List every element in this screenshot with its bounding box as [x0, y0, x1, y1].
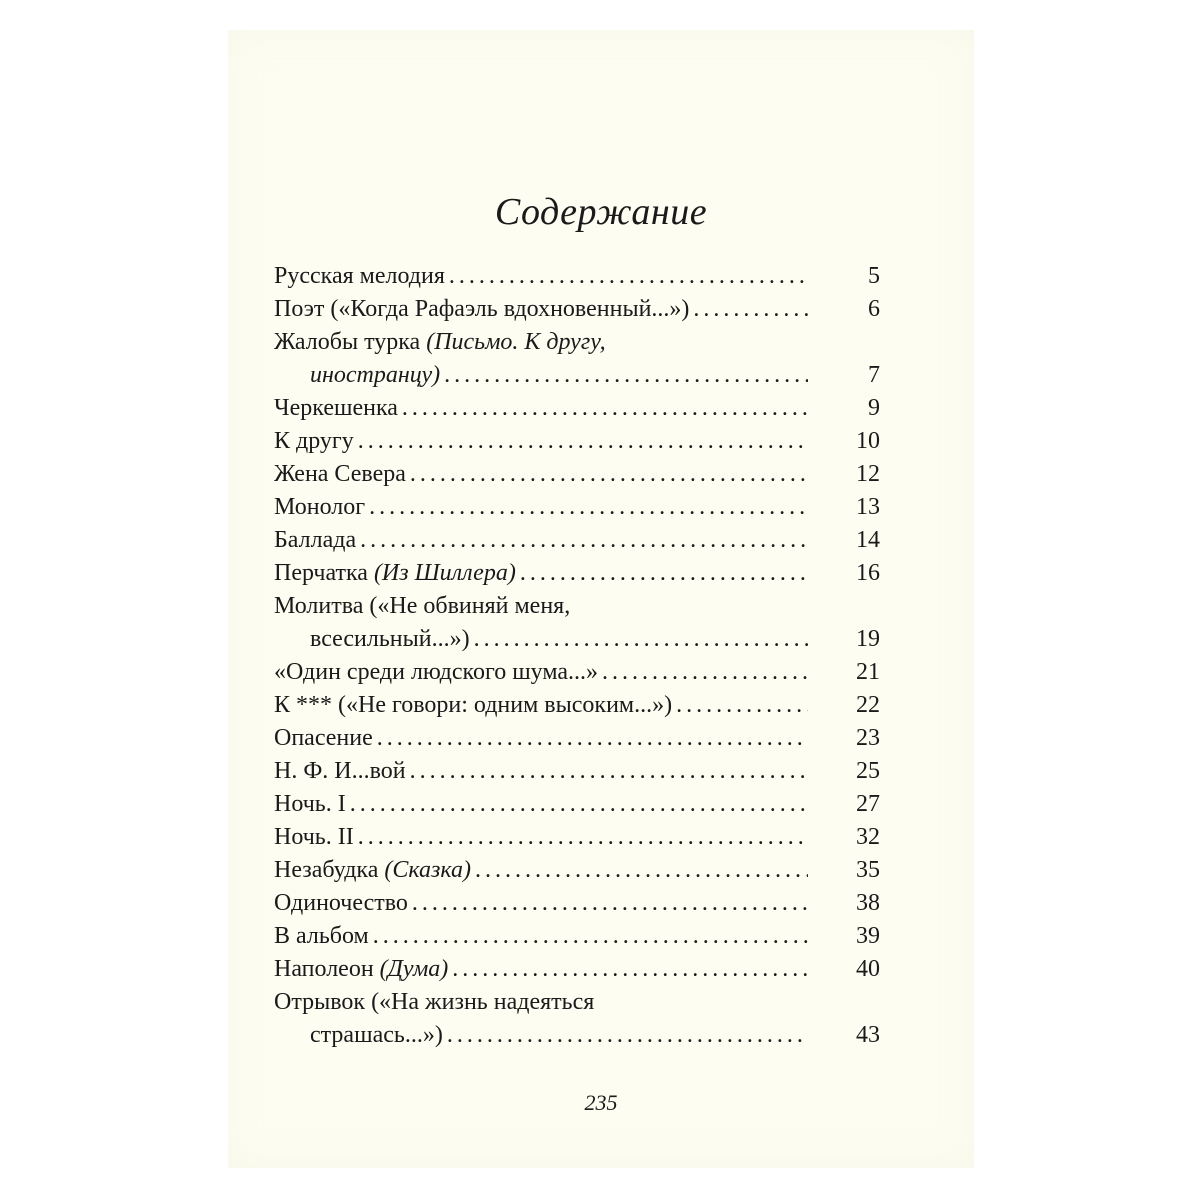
dot-leader [676, 689, 808, 722]
toc-entry [274, 392, 880, 425]
toc-entry-title [274, 458, 406, 491]
toc-entry-line [274, 425, 880, 458]
toc-entry-text: Баллада [274, 527, 357, 553]
toc-entry [274, 689, 880, 722]
toc-entry-italic-text: (Из Шиллера) [373, 560, 516, 586]
toc-entry-line [274, 755, 880, 788]
toc-entry-line [274, 656, 880, 689]
toc-entry-text: Ночь. II [274, 824, 354, 850]
toc-entry-title [274, 953, 448, 986]
toc-entry-page-number: 25 [856, 758, 880, 784]
toc-entry-text: «Один среди людского шума...» [274, 659, 599, 685]
toc-entry-line [274, 326, 814, 359]
toc-entry-title [274, 392, 398, 425]
toc-entry-page-number: 32 [856, 824, 880, 850]
toc-entry-title [274, 722, 373, 755]
toc-entry-title [274, 989, 594, 1015]
toc-entry-title [274, 260, 445, 293]
toc-entry-page-number: 22 [856, 692, 880, 718]
dot-leader [373, 920, 808, 953]
toc-entry-line [274, 788, 880, 821]
toc-entry-text: Монолог [274, 494, 366, 520]
toc-entry [274, 260, 880, 293]
dot-leader [402, 392, 808, 425]
toc-entry [274, 590, 880, 656]
dot-leader [412, 887, 808, 920]
toc-entry [274, 821, 880, 854]
dot-leader [520, 557, 808, 590]
toc-entry-page-number: 10 [856, 428, 880, 454]
toc-entry-line [274, 524, 880, 557]
toc-entry-text: К другу [274, 428, 354, 454]
toc-entry-page-number: 21 [856, 659, 880, 685]
toc-entry-text: Ночь. I [274, 791, 346, 817]
toc-entry [274, 887, 880, 920]
table-of-contents [274, 260, 880, 1052]
toc-entry [274, 920, 880, 953]
toc-entry [274, 293, 880, 326]
toc-entry-text: В альбом [274, 923, 369, 949]
toc-entry-line [274, 392, 880, 425]
toc-entry [274, 524, 880, 557]
toc-entry [274, 326, 880, 392]
toc-entry-title [274, 293, 689, 326]
toc-entry-page-number: 23 [856, 725, 880, 751]
toc-entry [274, 722, 880, 755]
toc-entry [274, 557, 880, 590]
toc-entry-text: Молитва («Не обвиняй меня, [274, 593, 571, 619]
toc-entry-page-number: 7 [868, 362, 880, 388]
page-title: Содержание [494, 191, 708, 233]
toc-entry-line [274, 260, 880, 293]
toc-entry-text: Русская мелодия [274, 263, 445, 289]
toc-entry-line [274, 821, 880, 854]
toc-entry-text: Перчатка [274, 560, 374, 586]
toc-entry-line [274, 986, 814, 1019]
toc-entry-line [274, 689, 880, 722]
toc-entry-text: Одиночество [274, 890, 408, 916]
toc-entry-title [274, 593, 570, 619]
page-number: 235 [584, 1090, 618, 1115]
dot-leader [410, 458, 808, 491]
dot-leader [447, 1019, 808, 1052]
toc-entry-page-number: 12 [856, 461, 880, 487]
toc-entry-text: страшась...») [310, 1022, 443, 1048]
toc-entry [274, 656, 880, 689]
toc-entry-text: Незабудка [274, 857, 385, 883]
toc-entry-title [274, 524, 356, 557]
dot-leader [449, 260, 808, 293]
toc-entry [274, 986, 880, 1052]
toc-entry-text: Черкешенка [274, 395, 398, 421]
toc-entry-line [274, 557, 880, 590]
dot-leader [474, 623, 808, 656]
toc-entry-line [274, 623, 880, 656]
toc-entry-text: К *** («Не говори: одним высоким...») [274, 692, 673, 718]
dot-leader [452, 953, 808, 986]
toc-entry-page-number: 6 [868, 296, 880, 322]
toc-entry-title [274, 755, 406, 788]
toc-entry-italic-text: (Дума) [379, 956, 449, 982]
toc-entry-title [274, 854, 471, 887]
toc-entry-page-number: 5 [868, 263, 880, 289]
dot-leader [369, 491, 808, 524]
toc-entry-italic-text: (Письмо. К другу, [426, 329, 606, 355]
toc-entry-title [274, 491, 365, 524]
toc-entry-title [310, 1019, 443, 1052]
toc-entry-page-number: 14 [856, 527, 880, 553]
toc-entry-title [310, 359, 440, 392]
toc-entry-line [274, 491, 880, 524]
toc-entry-text: всесильный...») [310, 626, 470, 652]
toc-entry [274, 491, 880, 524]
dot-leader [444, 359, 808, 392]
toc-entry-text: Отрывок («На жизнь надеяться [274, 989, 595, 1015]
toc-entry [274, 854, 880, 887]
toc-entry-page-number: 40 [856, 956, 880, 982]
toc-entry-line [274, 458, 880, 491]
toc-entry-text: Жалобы турка [274, 329, 427, 355]
toc-entry-line [274, 887, 880, 920]
toc-entry [274, 458, 880, 491]
toc-entry-title [274, 689, 672, 722]
toc-entry-title [274, 557, 516, 590]
dot-leader [377, 722, 808, 755]
dot-leader [350, 788, 808, 821]
toc-entry-line [274, 854, 880, 887]
dot-leader [475, 854, 808, 887]
toc-entry-title [274, 821, 354, 854]
toc-entry-title [274, 656, 598, 689]
toc-entry-text: Поэт («Когда Рафаэль вдохновенный...») [274, 296, 690, 322]
toc-entry-page-number: 38 [856, 890, 880, 916]
toc-entry-page-number: 27 [856, 791, 880, 817]
toc-entry-page-number: 9 [868, 395, 880, 421]
toc-entry-line [274, 590, 814, 623]
dot-leader [693, 293, 808, 326]
toc-entry-line [274, 359, 880, 392]
toc-entry-title [274, 425, 354, 458]
toc-entry-title [274, 788, 346, 821]
toc-entry-text: Жена Севера [274, 461, 406, 487]
toc-entry-title [274, 887, 408, 920]
toc-entry-page-number: 35 [856, 857, 880, 883]
toc-entry-page-number: 16 [856, 560, 880, 586]
toc-entry-line [274, 1019, 880, 1052]
dot-leader [358, 821, 808, 854]
dot-leader [602, 656, 808, 689]
toc-entry-text: Н. Ф. И...вой [274, 758, 406, 784]
toc-entry-line [274, 953, 880, 986]
toc-entry-text: Опасение [274, 725, 373, 751]
dot-leader [360, 524, 808, 557]
toc-entry-page-number: 13 [856, 494, 880, 520]
toc-entry-page-number: 19 [856, 626, 880, 652]
toc-entry-page-number: 39 [856, 923, 880, 949]
toc-entry-title [310, 623, 470, 656]
toc-entry-line [274, 920, 880, 953]
toc-entry [274, 788, 880, 821]
toc-entry-line [274, 722, 880, 755]
toc-entry [274, 755, 880, 788]
toc-entry-title [274, 329, 606, 355]
toc-entry-text: Наполеон [274, 956, 380, 982]
dot-leader [410, 755, 808, 788]
toc-entry-italic-text: иностранцу) [310, 362, 441, 388]
dot-leader [358, 425, 808, 458]
book-page [228, 30, 974, 1168]
toc-entry-line [274, 293, 880, 326]
toc-entry [274, 425, 880, 458]
toc-entry-italic-text: (Сказка) [384, 857, 471, 883]
toc-entry-page-number: 43 [856, 1022, 880, 1048]
toc-entry-title [274, 920, 369, 953]
toc-entry [274, 953, 880, 986]
